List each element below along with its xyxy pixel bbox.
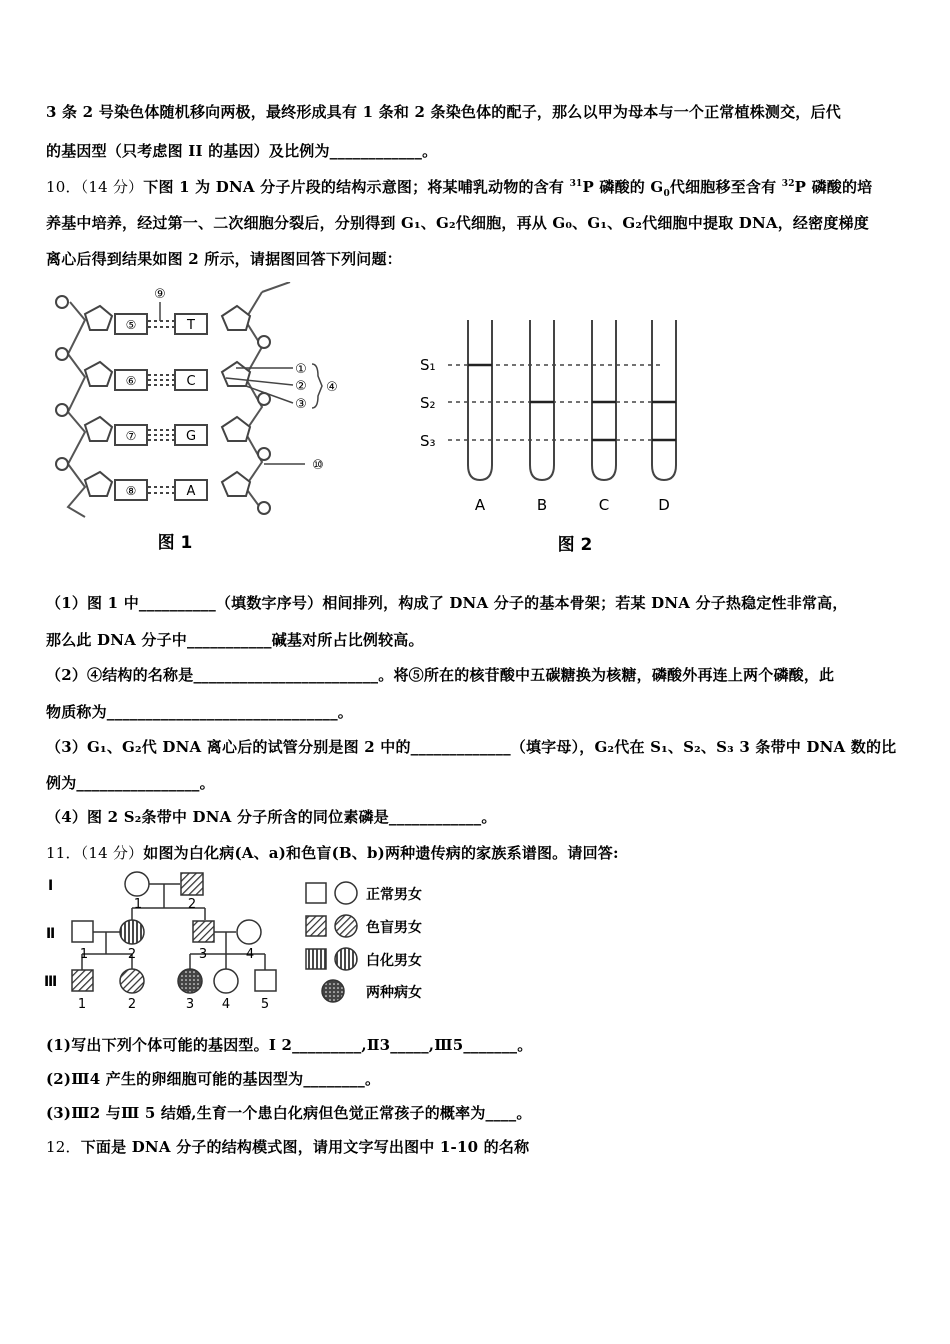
gen-label-2: Ⅱ <box>46 926 56 942</box>
q9-line-2: 的基因型（只考虑图 II 的基因）及比例为____________。 <box>46 142 438 160</box>
band-label-s1: S₁ <box>420 356 436 374</box>
tube-label-c: C <box>598 496 610 514</box>
q11-sub2: (2)Ⅲ4 产生的卵细胞可能的基因型为________。 <box>46 1070 381 1088</box>
gen1-id-2: 2 <box>187 897 197 912</box>
base-T: T <box>187 318 195 333</box>
q10-sub2-line-1: （2）④结构的名称是________________________。将⑤所在的核苷酸中五碳糖换为核糖，磷酸外再连上两个磷酸，此 <box>46 666 835 684</box>
legend-albino: 白化男女 <box>366 953 422 969</box>
legend-normal: 正常男女 <box>366 887 422 903</box>
label-10: ⑩ <box>312 458 324 473</box>
q10-intro-line-1: 10．（14 分）下图 1 为 DNA 分子片段的结构示意图；将某哺乳动物的含有 $^{31}$P 磷酸的 $G_0$代细胞移至含有 $^{32}$P 磷酸的培 <box>46 178 873 199</box>
q10-sub4: （4）图 2 S₂条带中 DNA 分子所含的同位素磷是____________。 <box>46 808 497 826</box>
gen2-id-3: 3 <box>198 947 208 962</box>
tube-label-d: D <box>658 496 670 514</box>
legend-both: 两种病女 <box>366 985 422 1001</box>
gen3-id-4: 4 <box>221 997 231 1012</box>
tube-label-a: A <box>474 496 486 514</box>
base-C: C <box>186 374 196 389</box>
q11-sub1: (1)写出下列个体可能的基因型。Ⅰ 2_________,Ⅱ3_____,Ⅲ5_______。 <box>46 1036 533 1054</box>
gen2-id-1: 1 <box>79 947 89 962</box>
label-1: ① <box>295 362 307 377</box>
gen-label-3: Ⅲ <box>44 974 58 990</box>
pedigree-chart <box>40 866 440 1026</box>
label-9: ⑨ <box>154 287 166 302</box>
gen3-id-5: 5 <box>260 997 270 1012</box>
label-6: ⑥ <box>125 374 137 388</box>
base-A: A <box>186 484 196 499</box>
q10-sub3-line-2: 例为________________。 <box>46 774 215 792</box>
gen-label-1: Ⅰ <box>48 878 54 894</box>
q11-intro: 11．（14 分）如图为白化病(A、a)和色盲(B、b)两种遗传病的家族系谱图。请回答: <box>46 844 619 862</box>
q12-number: 12． <box>46 1138 81 1156</box>
q10-intro-line-3: 离心后得到结果如图 2 所示，请据图回答下列问题： <box>46 250 402 268</box>
q10-sub1-line-1: （1）图 1 中__________（填数字序号）相间排列，构成了 DNA 分子的基本骨架；若某 DNA 分子热稳定性非常高， <box>46 594 848 612</box>
band-label-s3: S₃ <box>420 432 436 450</box>
q9-line-1: 3 条 2 号染色体随机移向两极，最终形成具有 1 条和 2 条染色体的配子，那么以甲为母本与一个正常植株测交，后代 <box>46 103 841 121</box>
gen1-id-1: 1 <box>133 897 143 912</box>
legend-colorblind: 色盲男女 <box>366 920 422 936</box>
centrifuge-tubes-figure <box>410 310 700 560</box>
fig2-caption: 图 2 <box>557 535 593 555</box>
q10-number: 10．（14 分） <box>46 178 144 196</box>
base-G: G <box>185 429 197 444</box>
q10-intro-line-2: 养基中培养，经过第一、二次细胞分裂后，分别得到 G₁、G₂代细胞，再从 G₀、G₁、G₂代细胞中提取 DNA，经密度梯度 <box>46 214 869 232</box>
label-8: ⑧ <box>125 484 137 498</box>
label-4: ④ <box>326 380 338 395</box>
q12: 12．下面是 DNA 分子的结构模式图，请用文字写出图中 1-10 的名称 <box>46 1138 530 1156</box>
q11-number: 11．（14 分） <box>46 844 144 862</box>
label-3: ③ <box>295 397 307 412</box>
label-7: ⑦ <box>125 429 137 443</box>
label-5: ⑤ <box>125 318 137 332</box>
gen3-id-3: 3 <box>185 997 195 1012</box>
band-label-s2: S₂ <box>420 394 436 412</box>
gen3-id-2: 2 <box>127 997 137 1012</box>
fig1-caption: 图 1 <box>157 533 193 553</box>
q10-sub2-line-2: 物质称为______________________________。 <box>46 703 354 721</box>
label-2: ② <box>295 379 307 394</box>
q10-sub3-line-1: （3）G₁、G₂代 DNA 离心后的试管分别是图 2 中的_____________（填字母），G₂代在 S₁、S₂、S₃ 3 条带中 DNA 数的比 <box>46 738 897 756</box>
q11-sub3: (3)Ⅲ2 与Ⅲ 5 结婚,生育一个患白化病但色觉正常孩子的概率为____。 <box>46 1104 532 1122</box>
q10-sub1-line-2: 那么此 DNA 分子中___________碱基对所占比例较高。 <box>46 631 424 649</box>
dna-structure-figure <box>50 282 350 562</box>
gen3-id-1: 1 <box>77 997 87 1012</box>
gen2-id-4: 4 <box>245 947 255 962</box>
tube-label-b: B <box>536 496 548 514</box>
gen2-id-2: 2 <box>127 947 137 962</box>
